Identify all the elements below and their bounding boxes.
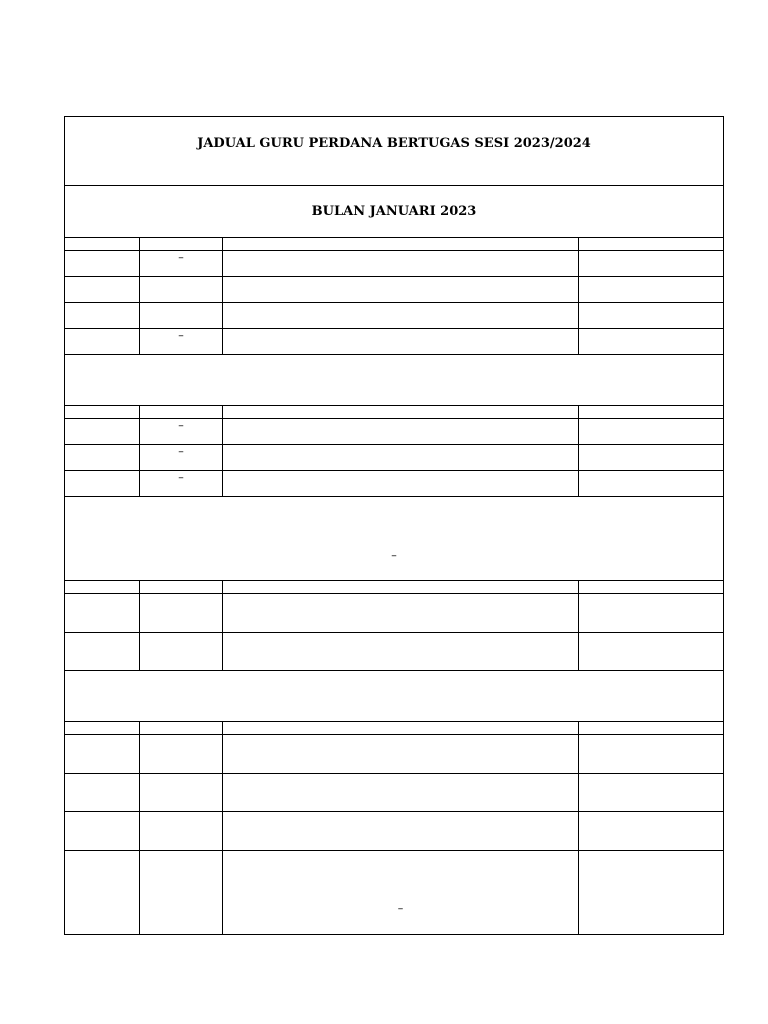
- time-dash: –: [178, 329, 184, 342]
- table-row: [65, 445, 724, 471]
- time-dash: –: [178, 445, 184, 458]
- header-cell: [223, 238, 579, 251]
- table-row: [65, 419, 724, 445]
- table-row: [65, 774, 724, 812]
- table-row: [65, 812, 724, 851]
- band-dash: –: [391, 549, 397, 562]
- table-header-row: [65, 238, 724, 251]
- time-dash: –: [178, 419, 184, 432]
- time-dash: –: [178, 251, 184, 264]
- month-heading: BULAN JANUARI 2023: [65, 186, 724, 238]
- table-row: [65, 735, 724, 774]
- table-row: [65, 851, 724, 935]
- table-row: [65, 594, 724, 633]
- table-row: [65, 329, 724, 355]
- section-band: [65, 355, 724, 406]
- table-header-row: [65, 406, 724, 419]
- document-title: JADUAL GURU PERDANA BERTUGAS SESI 2023/2024: [65, 117, 724, 186]
- cell-dash: –: [397, 902, 404, 915]
- header-cell: [579, 238, 724, 251]
- time-dash: –: [178, 471, 184, 484]
- section-band: [65, 497, 724, 581]
- header-cell: [140, 238, 223, 251]
- section-band: [65, 671, 724, 722]
- table-header-row: [65, 722, 724, 735]
- table-row: [65, 633, 724, 671]
- table-row: [65, 277, 724, 303]
- table-header-row: [65, 581, 724, 594]
- duty-schedule-table: [64, 116, 724, 935]
- header-cell: [65, 238, 140, 251]
- table-row: [65, 251, 724, 277]
- table-row: [65, 303, 724, 329]
- table-row: [65, 471, 724, 497]
